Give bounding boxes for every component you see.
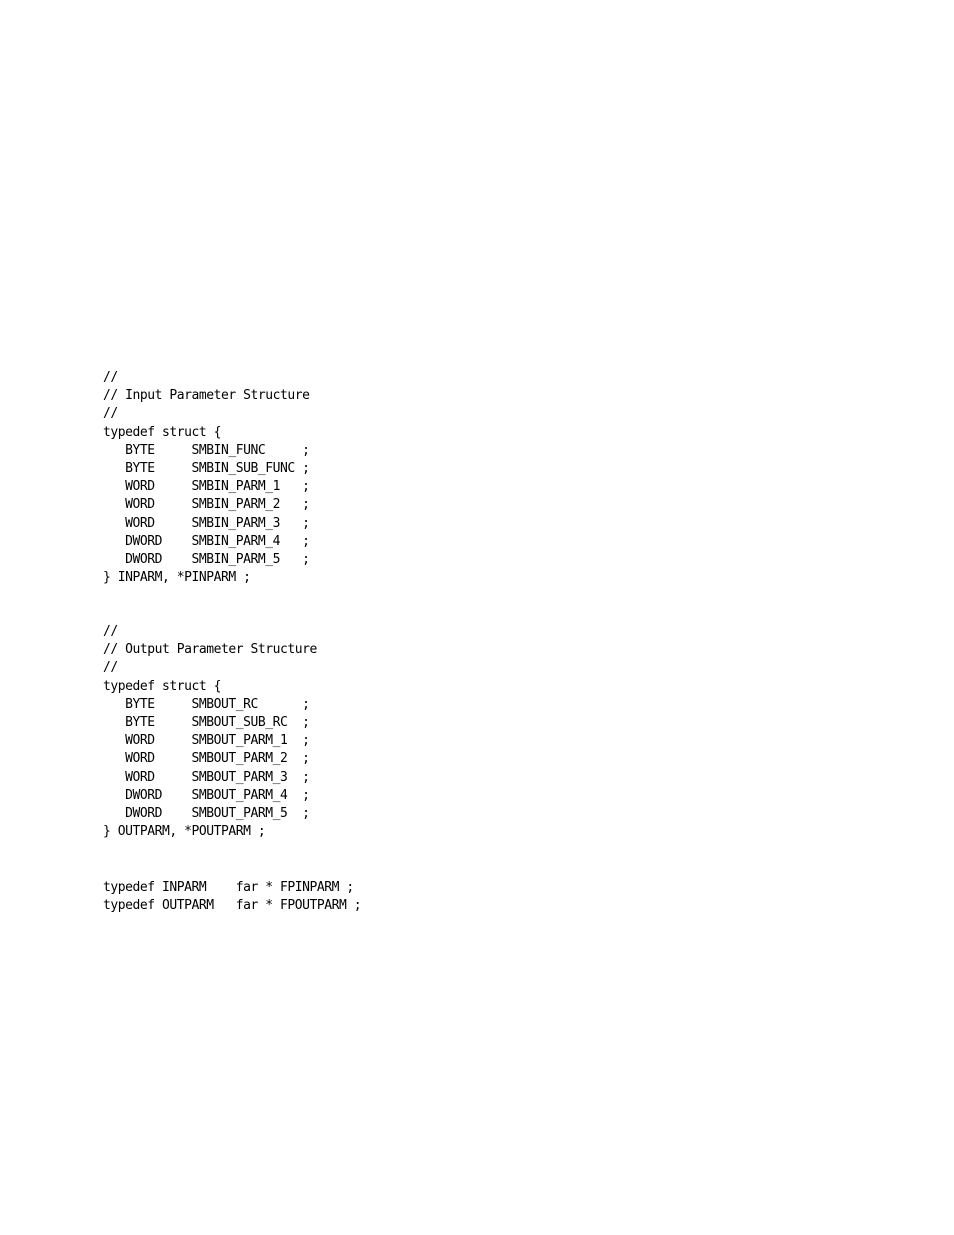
- code-line: WORD SMBIN_PARM_3 ;: [103, 515, 310, 531]
- code-line: BYTE SMBOUT_RC ;: [103, 696, 310, 712]
- input-parameter-structure-code: [103, 369, 310, 587]
- code-line: typedef OUTPARM far * FPOUTPARM ;: [103, 898, 362, 914]
- code-line: } OUTPARM, *POUTPARM ;: [103, 824, 266, 840]
- code-line: // Input Parameter Structure: [103, 388, 310, 404]
- code-line: WORD SMBOUT_PARM_3 ;: [103, 769, 310, 785]
- code-line: WORD SMBOUT_PARM_2 ;: [103, 751, 310, 767]
- code-line: //: [103, 624, 118, 639]
- code-line: BYTE SMBIN_FUNC ;: [103, 442, 310, 458]
- code-line: typedef struct {: [103, 424, 222, 440]
- code-line: BYTE SMBOUT_SUB_RC ;: [103, 714, 310, 730]
- code-line: WORD SMBOUT_PARM_1 ;: [103, 733, 310, 749]
- code-line: DWORD SMBIN_PARM_5 ;: [103, 551, 310, 567]
- code-line: WORD SMBIN_PARM_2 ;: [103, 497, 310, 513]
- output-parameter-structure-code: [103, 623, 317, 841]
- code-line: //: [103, 406, 118, 422]
- code-line: WORD SMBIN_PARM_1 ;: [103, 479, 310, 495]
- code-line: } INPARM, *PINPARM ;: [103, 570, 251, 586]
- code-line: BYTE SMBIN_SUB_FUNC ;: [103, 460, 310, 476]
- code-line: // Output Parameter Structure: [103, 642, 317, 658]
- code-line: //: [103, 370, 118, 385]
- pointer-typedefs-code: [103, 879, 361, 915]
- code-line: //: [103, 660, 118, 676]
- code-line: DWORD SMBOUT_PARM_4 ;: [103, 787, 310, 803]
- code-line: typedef struct {: [103, 678, 222, 694]
- code-line: DWORD SMBIN_PARM_4 ;: [103, 533, 310, 549]
- code-line: typedef INPARM far * FPINPARM ;: [103, 880, 354, 895]
- code-line: DWORD SMBOUT_PARM_5 ;: [103, 805, 310, 821]
